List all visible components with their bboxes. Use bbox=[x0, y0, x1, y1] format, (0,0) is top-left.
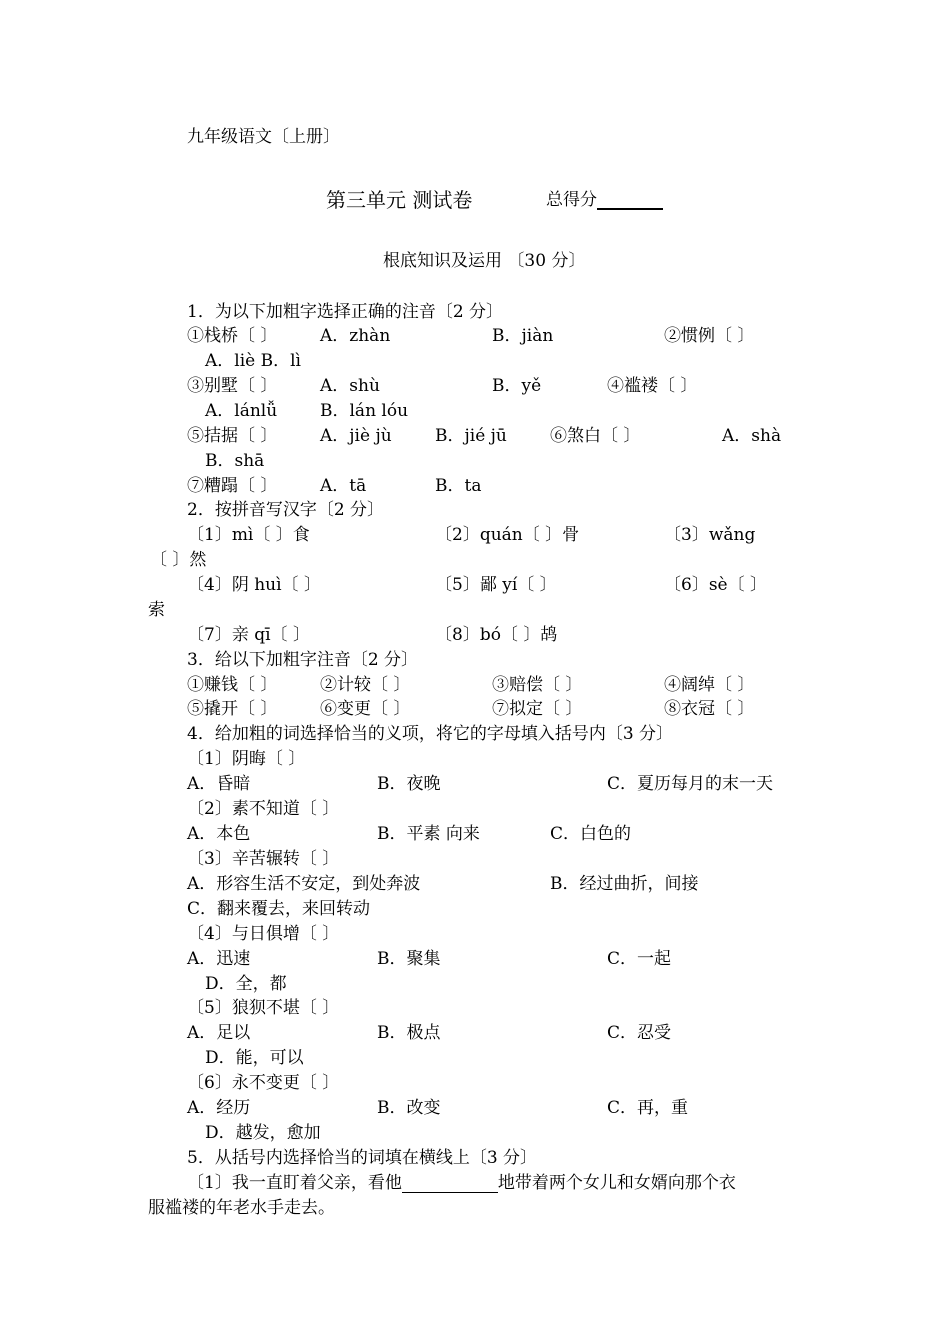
q4-option: C．忍受 bbox=[607, 1023, 672, 1043]
q2-item-cont: 索 bbox=[148, 600, 165, 620]
q2-item: 〔5〕鄙 yí〔 〕 bbox=[435, 575, 557, 595]
q2-item: 〔6〕sè〔 〕 bbox=[664, 575, 768, 595]
q3-item: ⑤撬开〔 〕 bbox=[187, 699, 278, 719]
q2-item: 〔4〕阴 huì〔 〕 bbox=[187, 575, 321, 595]
q1-option: B．jié jū bbox=[435, 426, 507, 446]
q1-item: ⑤拮据〔 〕 bbox=[187, 426, 278, 446]
q4-option: B．聚集 bbox=[377, 949, 441, 969]
q4-option: A．形容生活不安定，到处奔波 bbox=[187, 874, 421, 894]
q4-sub: 〔6〕永不变更〔 〕 bbox=[187, 1073, 340, 1093]
q1-option: A．tā bbox=[320, 476, 367, 496]
q4-option: A．本色 bbox=[187, 824, 251, 844]
q3-item: ④阔绰〔 〕 bbox=[664, 675, 755, 695]
q1-item: ①栈桥〔 〕 bbox=[187, 326, 278, 346]
q4-option: A．经历 bbox=[187, 1098, 251, 1118]
q4-option: D．能，可以 bbox=[205, 1048, 304, 1068]
q4-option: C．一起 bbox=[607, 949, 672, 969]
score-label: 总得分 bbox=[546, 190, 597, 210]
q3-item: ②计较〔 〕 bbox=[320, 675, 411, 695]
q4-option: C．夏历每月的末一天 bbox=[607, 774, 774, 794]
q4-option: D．全，都 bbox=[205, 974, 287, 994]
q2-item: 〔7〕亲 qī〔 〕 bbox=[187, 625, 310, 645]
q1-option: A．shà bbox=[722, 426, 782, 446]
q1-option: A．lánlǚ bbox=[205, 401, 278, 421]
q5-title: 5．从括号内选择恰当的词填在横线上〔3 分〕 bbox=[187, 1148, 538, 1168]
q3-item: ⑧衣冠〔 〕 bbox=[664, 699, 755, 719]
q1-option: B．shā bbox=[205, 451, 265, 471]
q2-item: 〔2〕quán〔 〕骨 bbox=[435, 525, 580, 545]
q4-option: D．越发，愈加 bbox=[205, 1123, 321, 1143]
q5-text-after: 地带着两个女儿和女婿向那个衣 bbox=[497, 1173, 736, 1193]
q1-item: ④褴褛〔 〕 bbox=[607, 376, 698, 396]
q4-option: B．改变 bbox=[377, 1098, 441, 1118]
q4-option: B．极点 bbox=[377, 1023, 441, 1043]
q4-option: A．昏暗 bbox=[187, 774, 251, 794]
q3-item: ⑥变更〔 〕 bbox=[320, 699, 411, 719]
q5-text-before: 〔1〕我一直盯着父亲，看他 bbox=[187, 1173, 402, 1193]
q4-sub: 〔4〕与日俱增〔 〕 bbox=[187, 924, 340, 944]
q2-item-cont: 〔 〕然 bbox=[150, 550, 207, 570]
q4-option: A．迅速 bbox=[187, 949, 251, 969]
page-header: 九年级语文〔上册〕 bbox=[187, 127, 340, 147]
q1-item: ②惯例〔 〕 bbox=[664, 326, 755, 346]
q1-item: ⑦糟蹋〔 〕 bbox=[187, 476, 278, 496]
q1-option: B．ta bbox=[435, 476, 482, 496]
q4-option: A．足以 bbox=[187, 1023, 251, 1043]
q1-option: A．liè B．lì bbox=[205, 351, 301, 371]
q1-option: B．lán lóu bbox=[320, 401, 409, 421]
q4-option: C．翻来覆去，来回转动 bbox=[187, 899, 371, 919]
q4-option: B．平素 向来 bbox=[377, 824, 480, 844]
q5-sentence bbox=[187, 1173, 736, 1193]
q2-title: 2．按拼音写汉字〔2 分〕 bbox=[187, 500, 385, 520]
q4-sub: 〔1〕阴晦〔 〕 bbox=[187, 749, 306, 769]
q4-sub: 〔3〕辛苦辗转〔 〕 bbox=[187, 849, 340, 869]
q2-item: 〔1〕mì〔 〕食 bbox=[187, 525, 310, 545]
q4-sub: 〔5〕狼狈不堪〔 〕 bbox=[187, 998, 340, 1018]
q3-item: ⑦拟定〔 〕 bbox=[492, 699, 583, 719]
q4-option: B．经过曲折，间接 bbox=[550, 874, 699, 894]
q4-option: C．白色的 bbox=[550, 824, 632, 844]
q2-item: 〔3〕wǎng bbox=[664, 525, 756, 545]
q4-option: C．再，重 bbox=[607, 1098, 689, 1118]
q3-title: 3．给以下加粗字注音〔2 分〕 bbox=[187, 650, 419, 670]
total-score bbox=[546, 190, 663, 210]
score-blank[interactable] bbox=[597, 190, 663, 210]
section-heading: 根底知识及运用 〔30 分〕 bbox=[383, 251, 586, 271]
q1-option: B．jiàn bbox=[492, 326, 554, 346]
q4-option: B．夜晚 bbox=[377, 774, 441, 794]
q1-option: A．shù bbox=[320, 376, 380, 396]
q3-item: ③赔偿〔 〕 bbox=[492, 675, 583, 695]
q1-option: B．yě bbox=[492, 376, 542, 396]
q1-option: A．zhàn bbox=[320, 326, 391, 346]
q1-item: ③别墅〔 〕 bbox=[187, 376, 278, 396]
q4-title: 4．给加粗的词选择恰当的义项，将它的字母填入括号内〔3 分〕 bbox=[187, 724, 674, 744]
q4-sub: 〔2〕素不知道〔 〕 bbox=[187, 799, 340, 819]
q3-item: ①赚钱〔 〕 bbox=[187, 675, 278, 695]
q2-item: 〔8〕bó〔 〕鸪 bbox=[435, 625, 558, 645]
page-title: 第三单元 测试卷 bbox=[326, 188, 473, 212]
q5-blank[interactable] bbox=[402, 1174, 498, 1193]
q5-sentence-cont: 服褴褛的年老水手走去。 bbox=[148, 1198, 335, 1218]
q1-title: 1．为以下加粗字选择正确的注音〔2 分〕 bbox=[187, 302, 504, 322]
q1-item: ⑥煞白〔 〕 bbox=[550, 426, 641, 446]
q1-option: A．jiè jù bbox=[320, 426, 392, 446]
